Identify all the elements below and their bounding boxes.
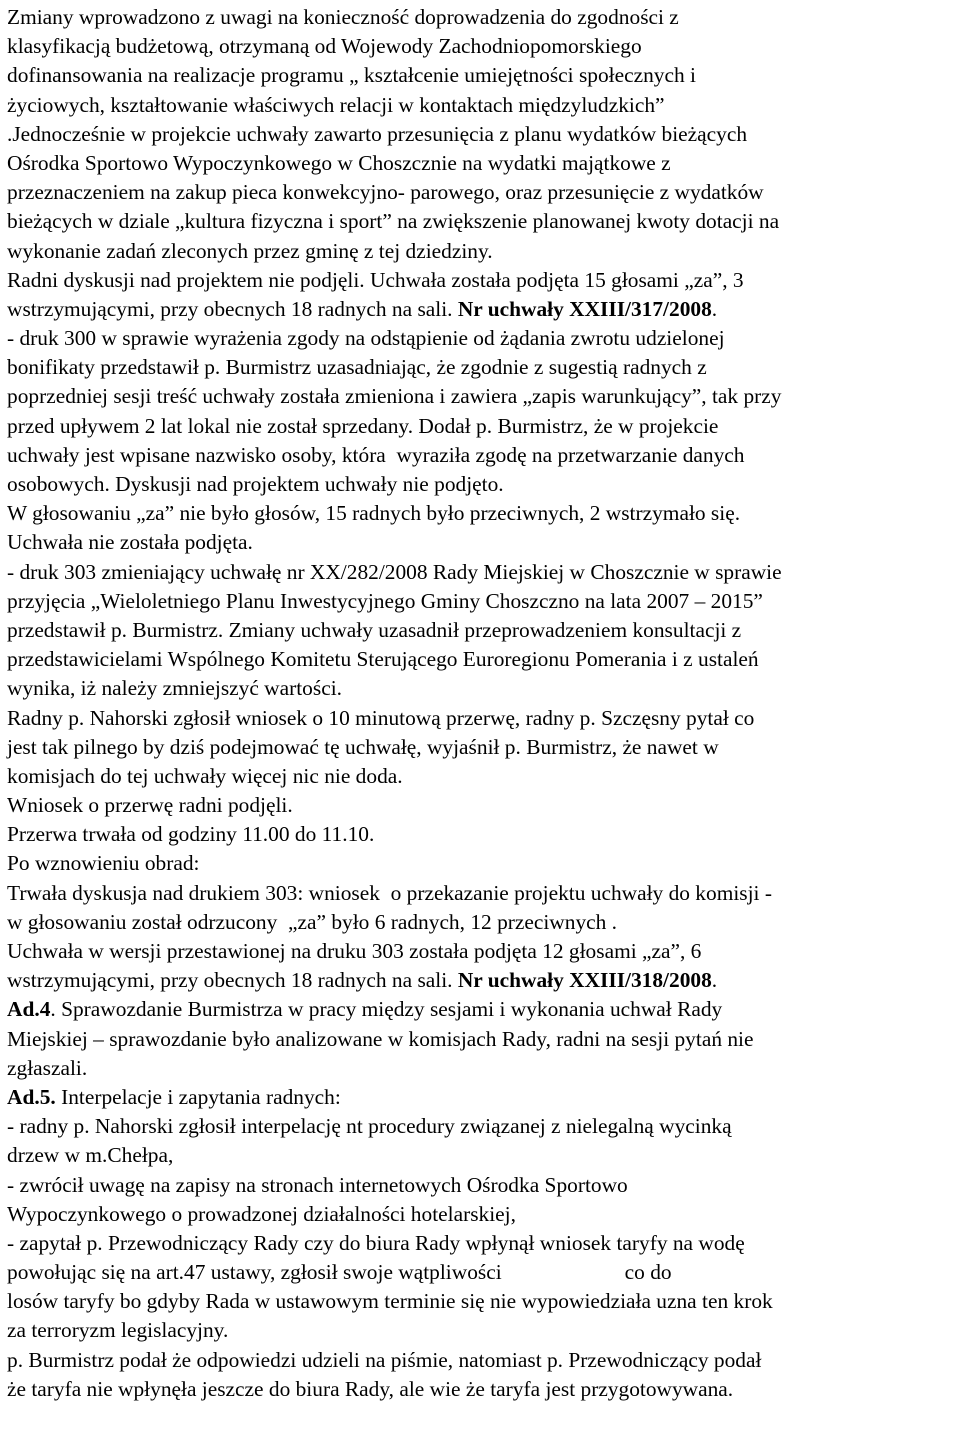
- text-line: jest tak pilnego by dziś podejmować tę uchwałę, wyjaśnił p. Burmistrz, że nawet w: [7, 734, 719, 759]
- line-bold-text: Nr uchwały XXIII/318/2008: [457, 968, 712, 993]
- text-line: uchwały jest wpisane nazwisko osoby, która wyraziła zgodę na przetwarzanie danych: [7, 442, 745, 467]
- text-line: Uchwała w wersji przestawionej na druku 303 została podjęta 12 głosami „za”, 6: [7, 939, 702, 963]
- line-text-after: .: [711, 296, 718, 321]
- text-line: Radny p. Nahorski zgłosił wniosek o 10 minutową przerwę, radny p. Szczęsny pytał co: [7, 705, 755, 730]
- text-line: przedstawił p. Burmistrz. Zmiany uchwały uzasadnił przeprowadzeniem konsultacji z: [7, 617, 742, 642]
- text-line: Wypoczynkowego o prowadzonej działalności hotelarskiej,: [7, 1201, 516, 1226]
- text-line: dofinansowania na realizacje programu „ kształcenie umiejętności społecznych i: [7, 63, 696, 88]
- text-line: Po wznowieniu obrad:: [7, 851, 200, 876]
- text-line: drzew w m.Chełpa,: [7, 1143, 174, 1168]
- text-line: Przerwa trwała od godziny 11.00 do 11.10.: [7, 822, 375, 847]
- line-text: wstrzymującymi, przy obecnych 18 radnych na sali.: [7, 296, 458, 321]
- text-line: Miejskiej – sprawozdanie było analizowane w komisjach Rady, radni na sesji pytań nie: [7, 1026, 754, 1051]
- text-line: [7, 295, 956, 324]
- text-line: - zapytał p. Przewodniczący Rady czy do biura Rady wpłynął wniosek taryfy na wodę: [7, 1230, 745, 1255]
- text-line: - druk 300 w sprawie wyrażenia zgody na odstąpienie od żądania zwrotu udzielonej: [7, 326, 725, 351]
- text-line: powołując się na art.47 ustawy, zgłosił swoje wątpliwości co do: [7, 1260, 672, 1285]
- text-line: życiowych, kształtowanie właściwych relacji w kontaktach międzyludzkich”: [7, 92, 665, 117]
- line-text-after: .: [711, 968, 718, 993]
- text-line: przedstawicielami Wspólnego Komitetu Sterującego Euroregionu Pomerania i z ustaleń: [7, 647, 759, 672]
- text-line: że taryfa nie wpłynęła jeszcze do biura Rady, ale wie że taryfa jest przygotowywana.: [7, 1376, 734, 1401]
- text-line: poprzedniej sesji treść uchwały została zmieniona i zawiera „zapis warunkujący”, tak przy: [7, 384, 782, 409]
- text-line: komisjach do tej uchwały więcej nic nie doda.: [7, 763, 403, 788]
- text-line: W głosowaniu „za” nie było głosów, 15 radnych było przeciwnych, 2 wstrzymało się.: [7, 501, 741, 526]
- line-bold-text: Ad.4: [7, 997, 51, 1022]
- text-line: [7, 966, 956, 995]
- text-line: bieżących w dziale „kultura fizyczna i sport” na zwiększenie planowanej kwoty dotacji na: [7, 209, 780, 234]
- text-line: - zwrócił uwagę na zapisy na stronach internetowych Ośrodka Sportowo: [7, 1172, 628, 1197]
- text-line: Wniosek o przerwę radni podjęli.: [7, 793, 293, 818]
- text-line: za terroryzm legislacyjny.: [7, 1318, 229, 1343]
- text-line: [7, 995, 956, 1024]
- text-line: [7, 1083, 956, 1112]
- line-bold-text: Nr uchwały XXIII/317/2008: [457, 296, 712, 321]
- text-line: w głosowaniu został odrzucony „za” było 6 radnych, 12 przeciwnych .: [7, 909, 618, 934]
- text-line: przeznaczeniem na zakup pieca konwekcyjno- parowego, oraz przesunięcie z wydatków: [7, 180, 764, 205]
- text-line: losów taryfy bo gdyby Rada w ustawowym terminie się nie wypowiedziała uzna ten krok: [7, 1289, 773, 1314]
- text-line: p. Burmistrz podał że odpowiedzi udzieli na piśmie, natomiast p. Przewodniczący podał: [7, 1347, 762, 1372]
- line-text: wstrzymującymi, przy obecnych 18 radnych na sali.: [7, 968, 458, 993]
- text-line: osobowych. Dyskusji nad projektem uchwały nie podjęto.: [7, 472, 504, 496]
- text-line: wynika, iż należy zmniejszyć wartości.: [7, 676, 342, 701]
- text-line: Ośrodka Sportowo Wypoczynkowego w Choszcznie na wydatki majątkowe z: [7, 150, 671, 175]
- text-line: Trwała dyskusja nad drukiem 303: wniosek o przekazanie projektu uchwały do komisji -: [7, 880, 772, 905]
- text-line: wykonanie zadań zleconych przez gminę z tej dziedziny.: [7, 238, 493, 263]
- text-line: Zmiany wprowadzono z uwagi na konieczność doprowadzenia do zgodności z: [7, 5, 679, 29]
- line-text-after: Interpelacje i zapytania radnych:: [55, 1084, 341, 1109]
- text-line: przyjęcia „Wieloletniego Planu Inwestycyjnego Gminy Choszczno na lata 2007 – 2015”: [7, 588, 763, 613]
- text-line: przed upływem 2 lat lokal nie został sprzedany. Dodał p. Burmistrz, że w projekcie: [7, 413, 719, 438]
- text-line: bonifikaty przedstawił p. Burmistrz uzasadniając, że zgodnie z sugestią radnych z: [7, 355, 707, 380]
- text-line: klasyfikacją budżetową, otrzymaną od Wojewody Zachodniopomorskiego: [7, 34, 642, 59]
- text-line: zgłaszali.: [7, 1055, 88, 1080]
- text-line: Uchwała nie została podjęta.: [7, 530, 253, 555]
- line-text-after: . Sprawozdanie Burmistrza w pracy między sesjami i wykonania uchwał Rady: [50, 997, 723, 1022]
- text-line: Radni dyskusji nad projektem nie podjęli. Uchwała została podjęta 15 głosami „za”, 3: [7, 267, 744, 292]
- line-bold-text: Ad.5.: [7, 1084, 56, 1109]
- text-line: - druk 303 zmieniający uchwałę nr XX/282/2008 Rady Miejskiej w Choszcznie w sprawie: [7, 559, 782, 584]
- text-line: .Jednocześnie w projekcie uchwały zawarto przesunięcia z planu wydatków bieżących: [7, 121, 748, 146]
- text-line: - radny p. Nahorski zgłosił interpelację nt procedury związanej z nielegalną wycinką: [7, 1114, 732, 1139]
